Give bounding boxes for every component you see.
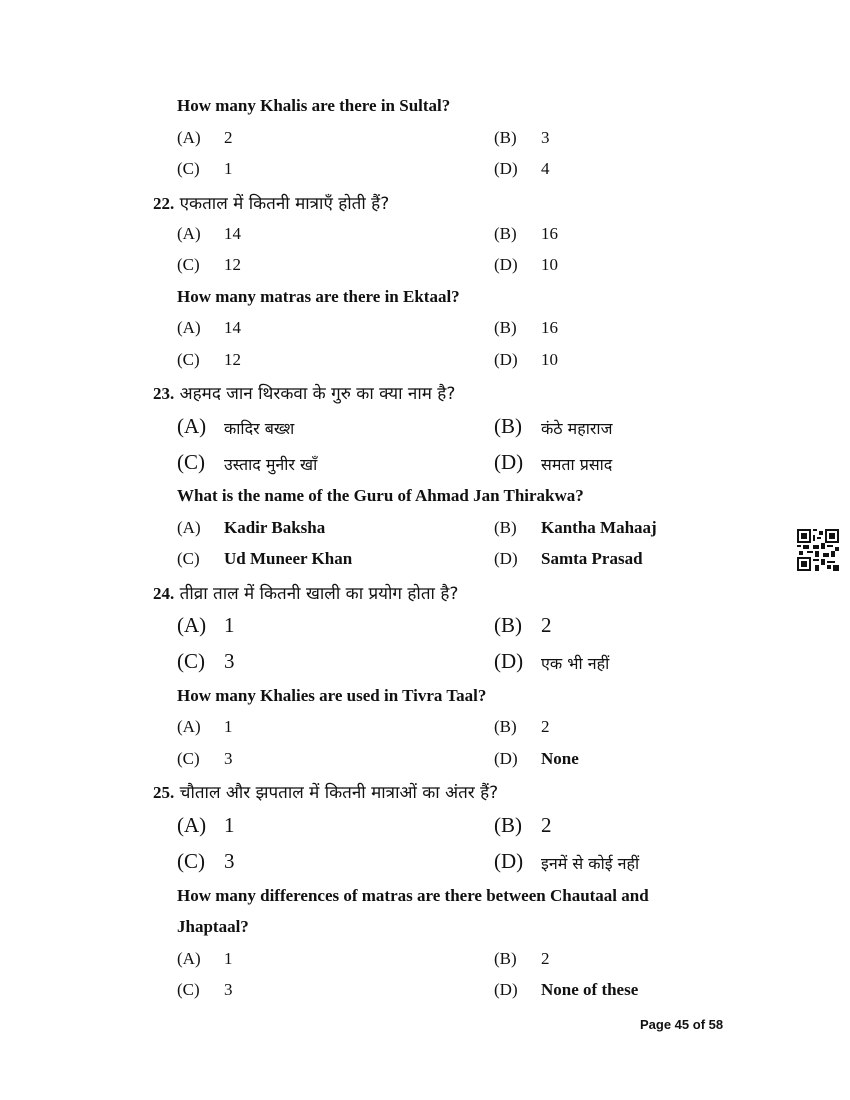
option-value: 10 [541, 350, 558, 369]
option-label: (D) [494, 849, 524, 873]
qr-code-icon [797, 529, 839, 571]
option-value: 16 [541, 224, 558, 243]
option-label: (D) [494, 749, 518, 768]
option-label: (C) [177, 255, 200, 274]
option-label: (D) [494, 450, 524, 474]
option-value: 2 [541, 717, 550, 736]
question-text: एकताल में कितनी मात्राएँ होती हैं? [179, 194, 390, 214]
option-value: 14 [224, 224, 241, 243]
option-label: (B) [494, 518, 517, 537]
option-value: 1 [224, 813, 235, 837]
option-value: इनमें से कोई नहीं [541, 854, 640, 873]
question-23-english: What is the name of the Guru of Ahmad Jan Thirakwa? [177, 486, 584, 505]
option-label: (A) [177, 717, 201, 736]
question-24-hindi [153, 581, 458, 604]
option-label: (B) [494, 224, 517, 243]
option-label: (C) [177, 749, 200, 768]
option-label: (A) [177, 128, 201, 147]
option-value: 12 [224, 255, 241, 274]
option-value: 1 [224, 949, 233, 968]
option-label: (B) [494, 613, 522, 637]
option-value: Kantha Mahaaj [541, 518, 657, 537]
option-label: (B) [494, 414, 522, 438]
option-value: एक भी नहीं [541, 654, 610, 673]
option-label: (B) [494, 813, 522, 837]
question-23-hindi [153, 381, 455, 404]
option-value: 16 [541, 318, 558, 337]
option-value: 1 [224, 159, 233, 178]
option-label: (C) [177, 350, 200, 369]
question-25-english-line1: How many differences of matras are there between Chautaal and [177, 886, 649, 905]
option-value: 10 [541, 255, 558, 274]
option-value: 2 [541, 949, 550, 968]
page-number: Page 45 of 58 [640, 1017, 724, 1032]
option-value: 2 [224, 128, 233, 147]
option-label: (C) [177, 159, 200, 178]
question-number: 25. [153, 783, 175, 802]
option-label: (D) [494, 649, 524, 673]
option-value: कादिर बख्श [224, 419, 295, 438]
option-label: (B) [494, 128, 517, 147]
option-value: None [541, 749, 579, 768]
option-label: (A) [177, 318, 201, 337]
option-value: उस्ताद मुनीर खाँ [224, 455, 318, 474]
option-value: 3 [224, 980, 233, 999]
option-label: (B) [494, 318, 517, 337]
option-label: (D) [494, 350, 518, 369]
option-value: 4 [541, 159, 550, 178]
question-number: 24. [153, 584, 175, 603]
question-text: अहमद जान थिरकवा के गुरु का क्या नाम है? [179, 384, 456, 404]
option-value: 3 [541, 128, 550, 147]
option-value: 2 [541, 613, 552, 637]
question-24-english: How many Khalies are used in Tivra Taal? [177, 686, 487, 705]
option-value: 14 [224, 318, 241, 337]
question-text: तीव्रा ताल में कितनी खाली का प्रयोग होता है? [179, 584, 459, 604]
option-value: 2 [541, 813, 552, 837]
option-value: 3 [224, 649, 235, 673]
option-label: (A) [177, 813, 207, 837]
question-22-english: How many matras are there in Ektaal? [177, 287, 460, 306]
question-22-hindi [153, 191, 389, 214]
option-value: समता प्रसाद [541, 455, 613, 474]
question-25-hindi [153, 780, 498, 803]
option-label: (D) [494, 159, 518, 178]
option-value: कंठे महाराज [541, 419, 613, 438]
question-number: 23. [153, 384, 175, 403]
option-value: 3 [224, 849, 235, 873]
option-label: (A) [177, 949, 201, 968]
option-value: 1 [224, 717, 233, 736]
option-value: None of these [541, 980, 639, 999]
option-value: Kadir Baksha [224, 518, 326, 537]
option-value: 3 [224, 749, 233, 768]
question-25-english-line2: Jhaptaal? [177, 917, 249, 936]
question-21-english: How many Khalis are there in Sultal? [177, 96, 451, 115]
option-label: (C) [177, 649, 205, 673]
option-label: (D) [494, 255, 518, 274]
question-number: 22. [153, 194, 175, 213]
option-label: (B) [494, 717, 517, 736]
option-value: 1 [224, 613, 235, 637]
option-label: (C) [177, 980, 200, 999]
option-label: (A) [177, 518, 201, 537]
option-label: (D) [494, 549, 518, 568]
option-value: 12 [224, 350, 241, 369]
option-label: (A) [177, 224, 201, 243]
option-value: Samta Prasad [541, 549, 643, 568]
option-label: (C) [177, 849, 205, 873]
option-label: (C) [177, 450, 205, 474]
option-value: Ud Muneer Khan [224, 549, 353, 568]
option-label: (A) [177, 414, 207, 438]
option-label: (D) [494, 980, 518, 999]
question-text: चौताल और झपताल में कितनी मात्राओं का अंतर हैं? [179, 783, 499, 803]
option-label: (B) [494, 949, 517, 968]
option-label: (A) [177, 613, 207, 637]
option-label: (C) [177, 549, 200, 568]
